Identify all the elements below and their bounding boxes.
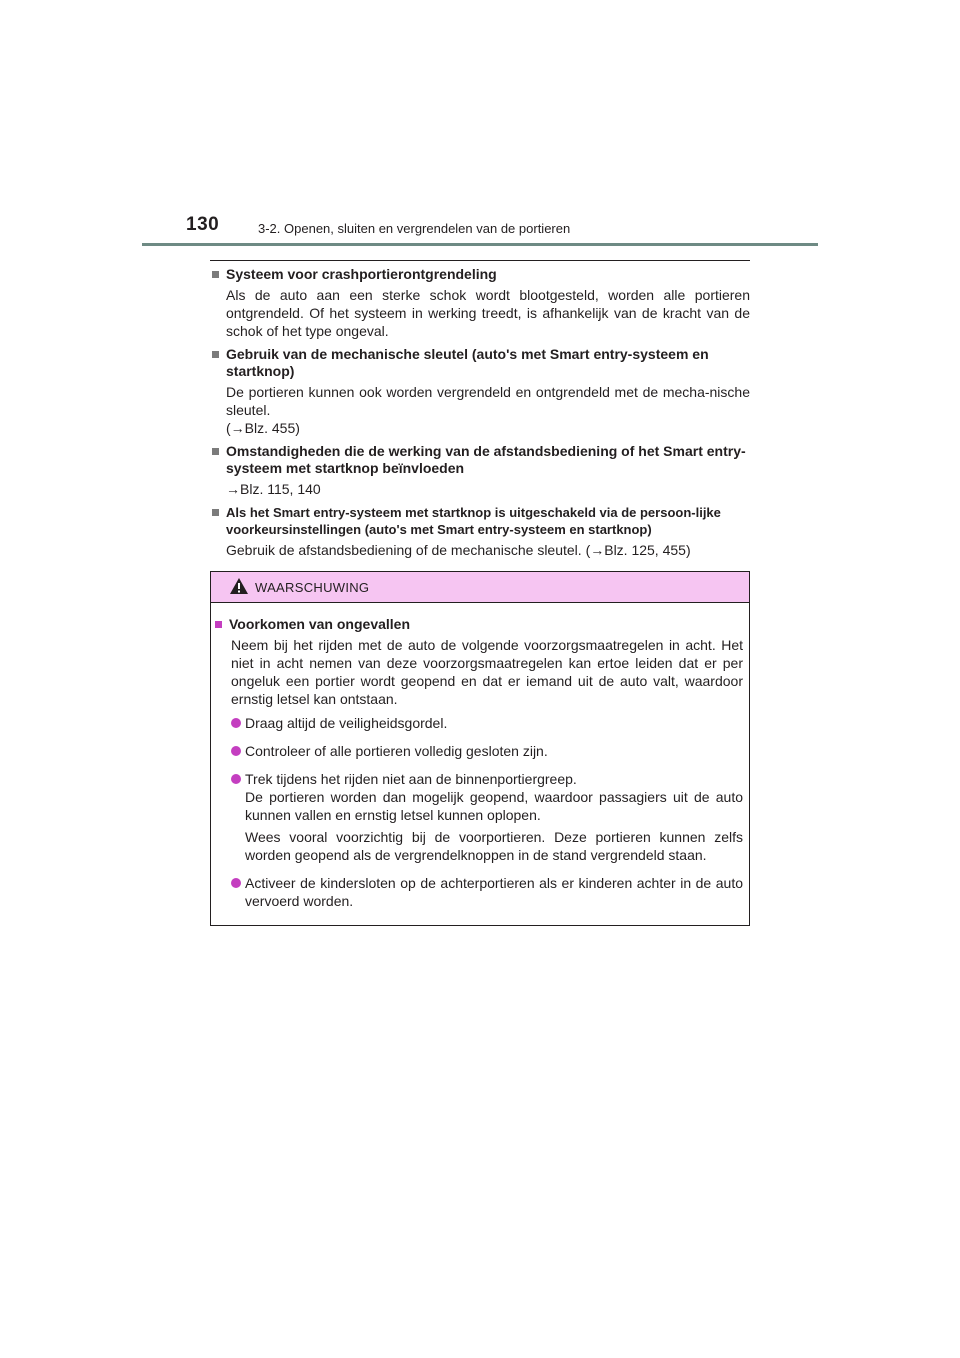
round-bullet-icon <box>231 718 241 728</box>
chapter-title: 3-2. Openen, sluiten en vergrendelen van de portieren <box>258 221 571 236</box>
square-bullet-icon <box>212 271 219 278</box>
header-rule <box>142 243 818 246</box>
list-item: Trek tijdens het rijden niet aan de binnenportiergreep. De portieren worden dan mogelijk geopend, waardoor passagiers uit de auto kunnen vallen en ernstig letsel kunnen oplopen. Wees vooral voorzichtig bij de voorportieren. Deze portieren kunnen zelfs worden geopend als de vergrendelknoppen in de stand vergrendeld staan. <box>231 770 743 868</box>
content <box>210 266 750 565</box>
square-bullet-icon <box>212 509 219 516</box>
square-bullet-icon <box>212 448 219 455</box>
warning-triangle-icon <box>229 577 249 595</box>
list-item: Draag altijd de veiligheidsgordel. <box>231 714 743 736</box>
section-heading: Gebruik van de mechanische sleutel (auto's met Smart entry-systeem en startknop) <box>210 346 750 380</box>
section-body: Als de auto aan een sterke schok wordt blootgesteld, worden alle portieren ontgrendeld. Of het systeem in werking treedt, is afhankelijk van de kracht van de schok of het type ongeval. <box>226 287 750 339</box>
section-heading: Als het Smart entry-systeem met startknop is uitgeschakeld via de persoon-lijke voorkeursinstellingen (auto's met Smart entry-systeem en startknop) <box>210 504 750 538</box>
section-body: Gebruik de afstandsbediening of de mechanische sleutel. (→Blz. 125, 455) <box>226 542 691 558</box>
warning-body <box>211 603 749 914</box>
warning-label: WAARSCHUWING <box>255 580 370 595</box>
page-reference: (→Blz. 455) <box>226 420 300 436</box>
section-conditions <box>210 443 750 498</box>
warning-box <box>210 571 750 926</box>
section-mechanical-key <box>210 346 750 437</box>
section-smart-entry-disabled <box>210 504 750 559</box>
square-bullet-icon <box>212 351 219 358</box>
warning-heading: Voorkomen van ongevallen <box>215 616 743 633</box>
warning-intro: Neem bij het rijden met de auto de volgende voorzorgsmaatregelen in acht. Het niet in acht nemen van deze voorzorgsmaatregelen kan ertoe leiden dat er per ongeluk een portier wordt geopend en dat er iemand uit de auto valt, waardoor ernstig letsel kan ontstaan. <box>231 637 743 707</box>
section-heading: Omstandigheden die de werking van de afstandsbediening of het Smart entry-systeem met startknop beïnvloeden <box>210 443 750 477</box>
square-bullet-icon <box>215 621 222 628</box>
section-body: De portieren kunnen ook worden vergrendeld en ontgrendeld met de mecha-nische sleutel. (→Blz. 455) <box>226 384 750 436</box>
round-bullet-icon <box>231 878 241 888</box>
section-crash-unlock <box>210 266 750 340</box>
page-number: 130 <box>186 214 220 235</box>
warning-header <box>211 572 749 603</box>
content-divider <box>210 260 750 261</box>
list-item: Activeer de kindersloten op de achterportieren als er kinderen achter in de auto vervoerd worden. <box>231 874 743 914</box>
round-bullet-icon <box>231 774 241 784</box>
page-reference: →Blz. 115, 140 <box>226 481 321 497</box>
section-heading: Systeem voor crashportierontgrendeling <box>210 266 750 283</box>
list-item: Controleer of alle portieren volledig gesloten zijn. <box>231 742 743 764</box>
round-bullet-icon <box>231 746 241 756</box>
